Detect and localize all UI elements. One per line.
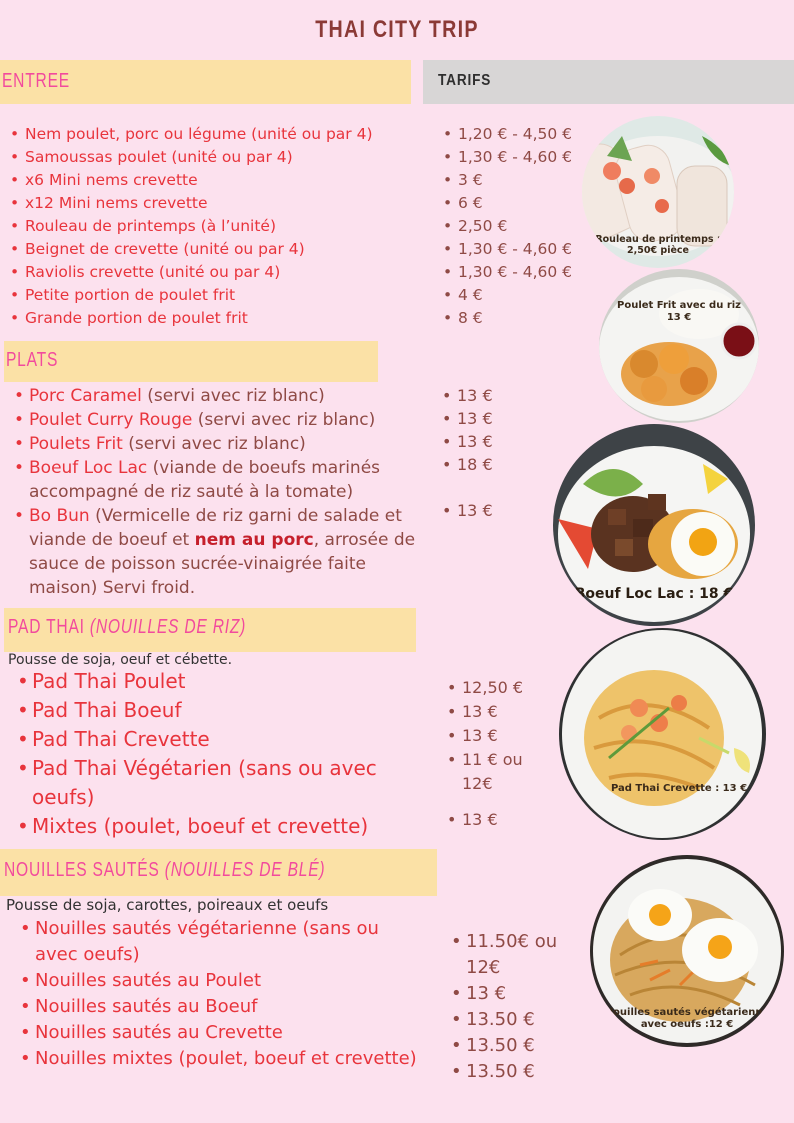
list-item: • Pad Thai Crevette [14, 725, 414, 754]
photo-caption: Boeuf Loc Lac : 18 € [574, 586, 734, 602]
tarifs-heading: TARIFS [438, 72, 492, 89]
list-item: • Nouilles sautés au Poulet [17, 968, 417, 994]
price-item: • 1,20 € - 4,50 € [440, 123, 600, 146]
noodles-photo [590, 855, 784, 1047]
padthai-intro: Pousse de soja, oeuf et cébette. [8, 652, 233, 668]
fried-chicken-photo [599, 269, 759, 423]
plats-heading: PLATS [6, 349, 59, 371]
price-item: • 13.50 € [448, 1007, 568, 1033]
nouilles-intro: Pousse de soja, carottes, poireaux et oeufs [6, 896, 329, 914]
photo-caption: Rouleau de printemps : 2,50€ pièce [595, 234, 721, 256]
spring-rolls-photo [582, 116, 734, 268]
nouilles-heading-sub: (NOUILLES DE BLÉ) [164, 859, 326, 881]
pad-thai-photo [559, 628, 766, 840]
list-item: • Pad Thai Végétarien (sans ou avec oeufs) [14, 754, 414, 812]
price-item: • 8 € [440, 307, 600, 330]
price-item: • 2,50 € [440, 215, 600, 238]
dish-name: Bo Bun [29, 506, 90, 526]
photo-caption: Nouilles sautés végétarienne avec oeufs :12 € [604, 1007, 770, 1030]
price-item: • 1,30 € - 4,60 € [440, 146, 600, 169]
plats-list [11, 384, 439, 600]
price-item: • 13 € [439, 430, 539, 453]
dish-desc: (servi avec riz blanc) [192, 410, 376, 430]
price-item: • 13.50 € [448, 1033, 568, 1059]
price-item: • 13 € [444, 808, 544, 832]
padthai-heading-sub: (NOUILLES DE RIZ) [89, 616, 247, 638]
nouilles-heading-main: NOUILLES SAUTÉS [4, 859, 165, 881]
price-item: • 4 € [440, 284, 600, 307]
list-item: • Nouilles sautés au Boeuf [17, 994, 417, 1020]
price-item: • 13 € [444, 724, 544, 748]
entree-prices [440, 123, 600, 330]
dish-desc: (Vermicelle de riz garni de salade et viande de boeuf et [29, 506, 402, 550]
dish-desc: (servi avec riz blanc) [122, 434, 306, 454]
padthai-list [14, 667, 414, 841]
plats-prices [439, 384, 539, 522]
padthai-heading [8, 616, 246, 639]
list-item: • Nouilles mixtes (poulet, boeuf et crevette) [17, 1046, 417, 1072]
price-item: • 12,50 € [444, 676, 544, 700]
list-item: • Mixtes (poulet, boeuf et crevette) [14, 812, 414, 841]
price-item: • 13.50 € [448, 1059, 568, 1085]
plats-header-bar [4, 341, 378, 382]
list-item: • Pad Thai Boeuf [14, 696, 414, 725]
page-title: THAI CITY TRIP [315, 16, 479, 43]
list-item [11, 504, 439, 600]
price-item: • 6 € [440, 192, 600, 215]
price-item: • 13 € [439, 407, 539, 430]
list-item: • Beignet de crevette (unité ou par 4) [7, 238, 427, 261]
list-item: • Nem poulet, porc ou légume (unité ou par 4) [7, 123, 427, 146]
list-item: • x12 Mini nems crevette [7, 192, 427, 215]
price-item: • 11.50€ ou 12€ [448, 929, 576, 981]
dish-name: Poulets Frit [29, 434, 123, 454]
list-item: • Samoussas poulet (unité ou par 4) [7, 146, 427, 169]
nouilles-prices [448, 929, 568, 1085]
list-item [11, 384, 439, 408]
padthai-heading-main: PAD THAI [8, 616, 90, 638]
entree-heading: ENTREE [2, 70, 70, 92]
list-item [11, 456, 439, 504]
nouilles-list [17, 916, 417, 1072]
price-item: • 1,30 € - 4,60 € [440, 261, 600, 284]
list-item: • Raviolis crevette (unité ou par 4) [7, 261, 427, 284]
padthai-prices [444, 676, 544, 832]
nouilles-heading [4, 859, 325, 882]
price-item: • 18 € [439, 453, 539, 476]
list-item: • Rouleau de printemps (à l’unité) [7, 215, 427, 238]
loc-lac-photo [553, 424, 755, 626]
price-item: • 1,30 € - 4,60 € [440, 238, 600, 261]
list-item: • Nouilles sautés végétarienne (sans ou avec oeufs) [17, 916, 417, 968]
photo-caption: Poulet Frit avec du riz 13 € [617, 300, 741, 323]
dish-desc-cont: , arrosée de sauce de poisson sucrée-vinaigrée faite maison) Servi froid. [29, 530, 416, 598]
list-item: • Petite portion de poulet frit [7, 284, 427, 307]
list-item: • Pad Thai Poulet [14, 667, 414, 696]
list-item [11, 432, 439, 456]
dish-name: Boeuf Loc Lac [29, 458, 148, 478]
price-item: • 13 € [444, 700, 544, 724]
dish-highlight: nem au porc [194, 530, 314, 550]
list-item: • Nouilles sautés au Crevette [17, 1020, 417, 1046]
price-item: • 3 € [440, 169, 600, 192]
price-item: • 13 € [448, 981, 568, 1007]
dish-name: Poulet Curry Rouge [29, 410, 193, 430]
list-item: • Grande portion de poulet frit [7, 307, 427, 330]
price-item: • 13 € [439, 384, 539, 407]
dish-desc: (servi avec riz blanc) [141, 386, 325, 406]
list-item [11, 408, 439, 432]
price-item: • 11 € ou 12€ [444, 748, 546, 796]
photo-caption: Pad Thai Crevette : 13 € [610, 783, 748, 794]
dish-desc: (viande de boeufs marinés accompagné de riz sauté à la tomate) [29, 458, 381, 502]
list-item: • x6 Mini nems crevette [7, 169, 427, 192]
dish-name: Porc Caramel [29, 386, 142, 406]
entree-list [7, 123, 427, 330]
price-item: • 13 € [439, 499, 539, 522]
